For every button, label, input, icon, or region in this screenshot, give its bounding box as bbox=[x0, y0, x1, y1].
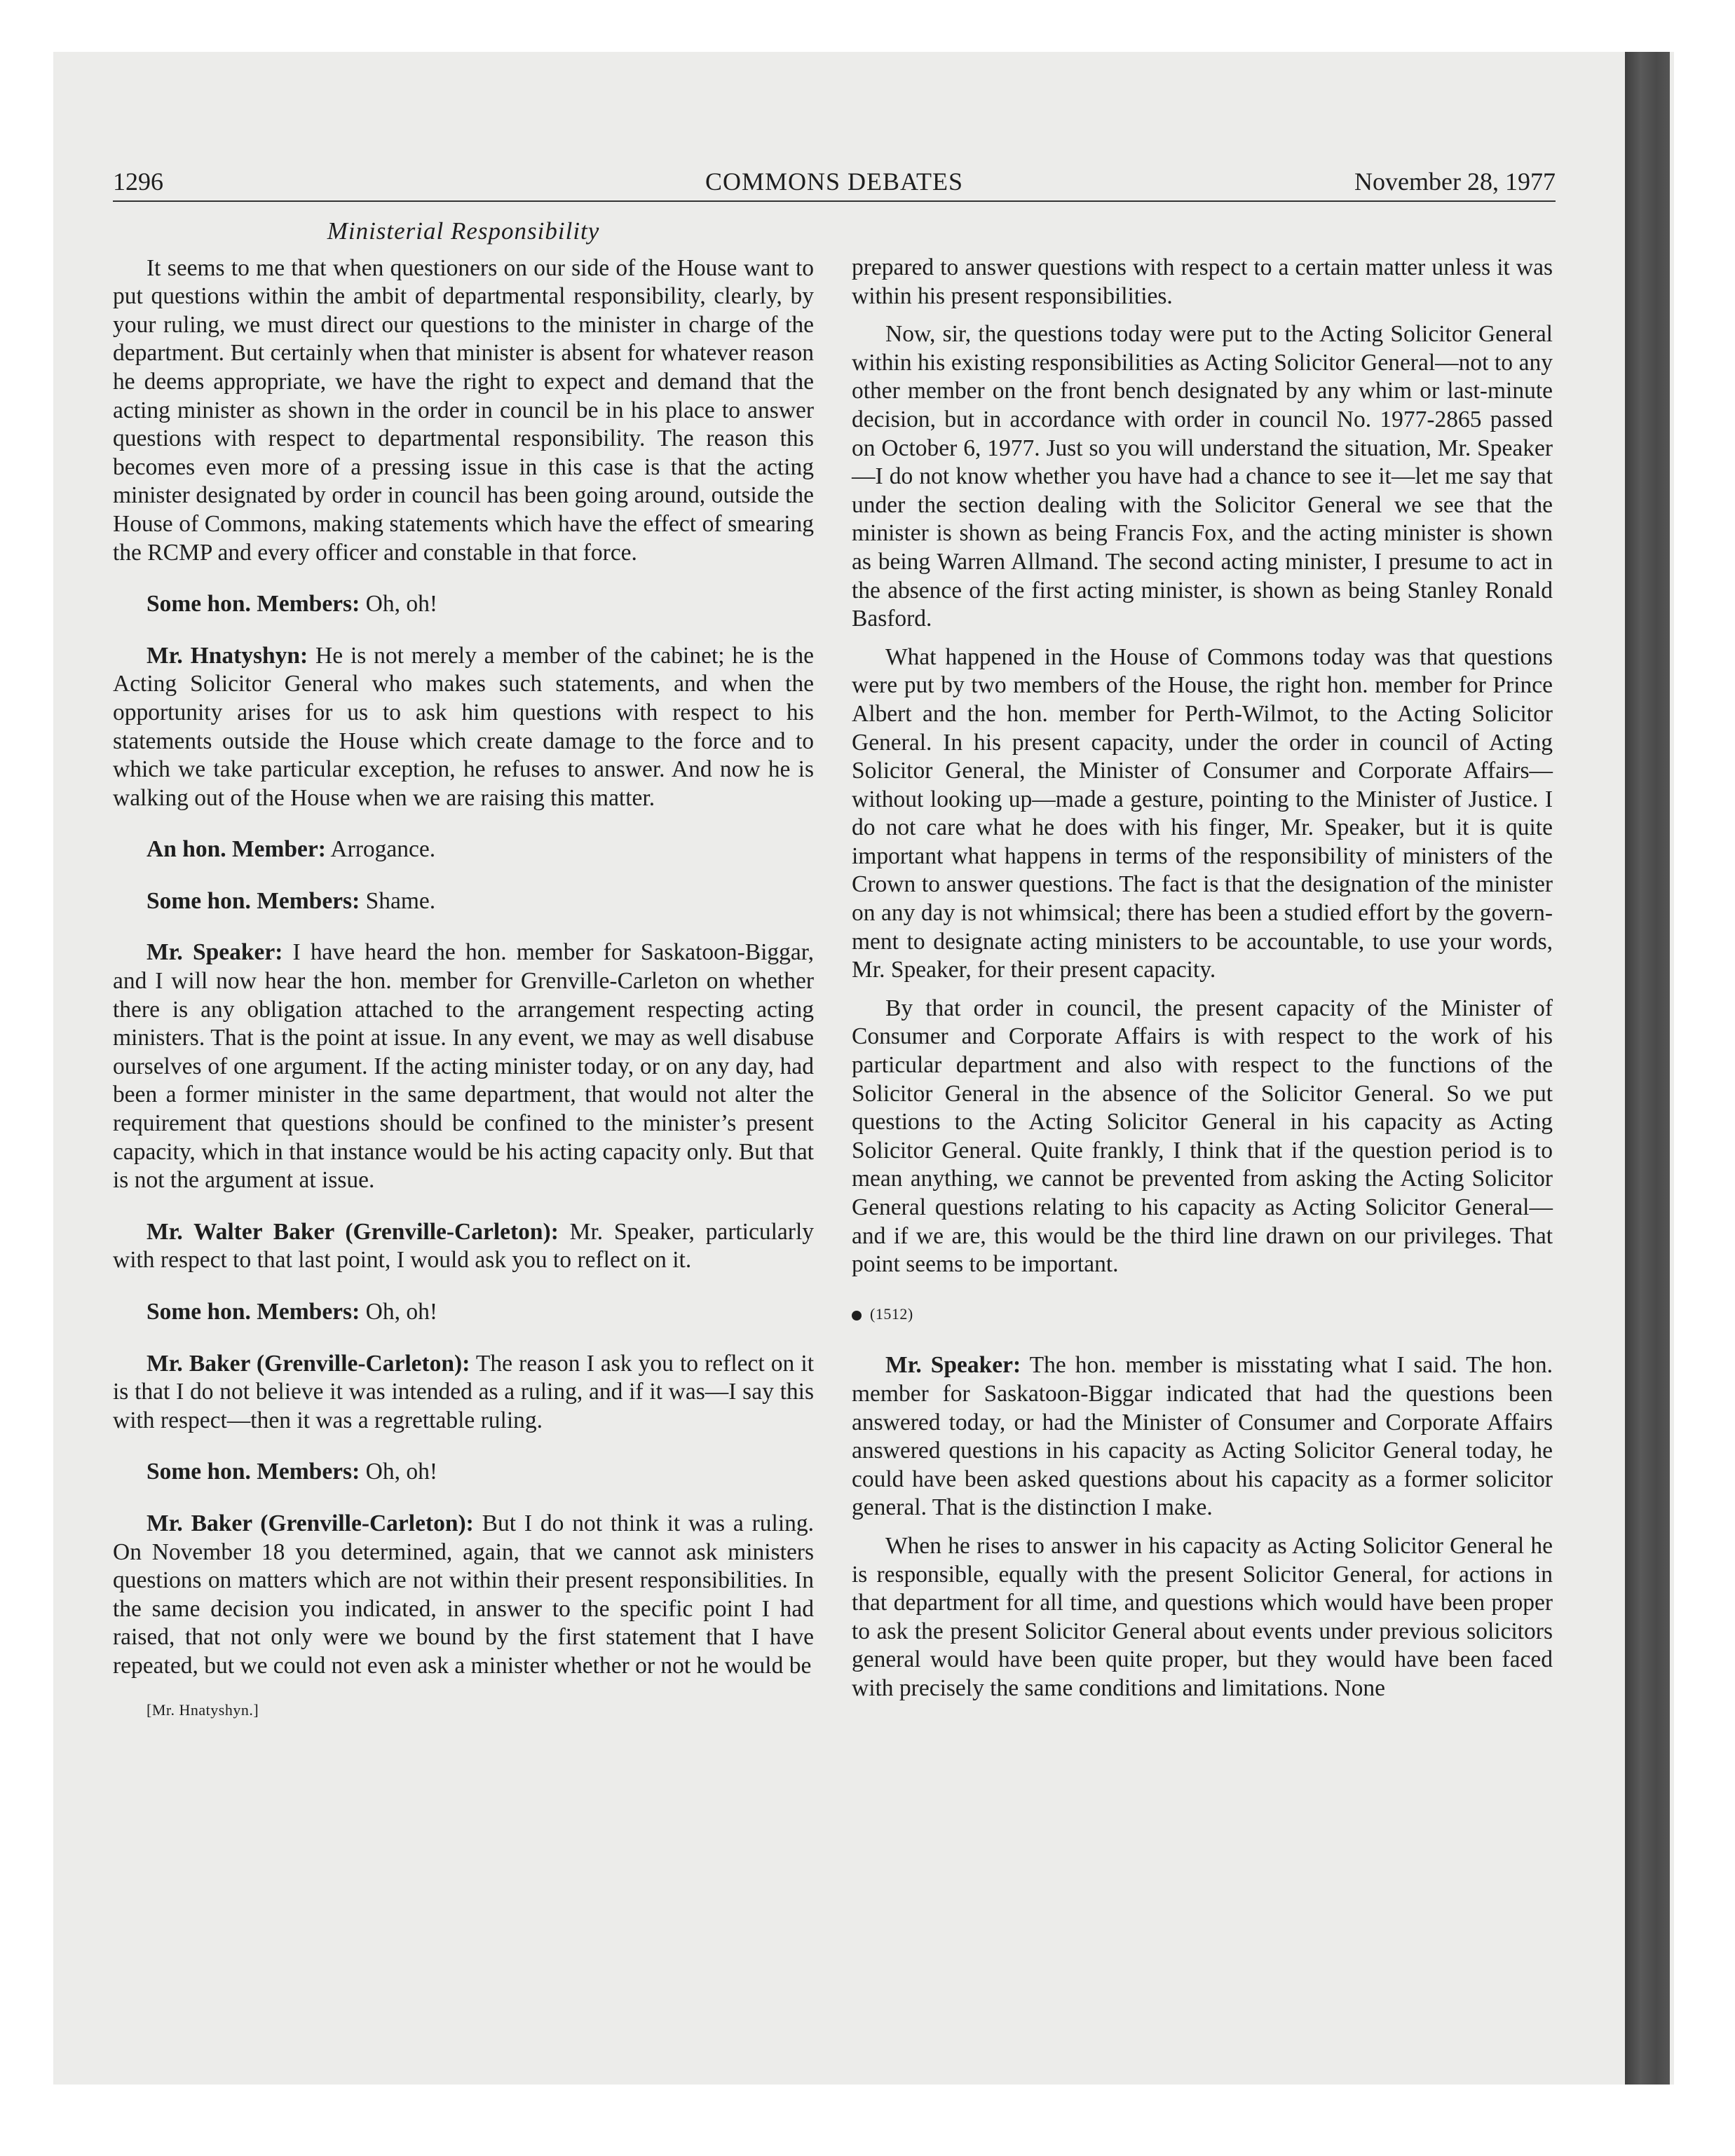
page-edge-shadow bbox=[1625, 52, 1670, 2085]
publication-title: COMMONS DEBATES bbox=[705, 168, 964, 196]
speaker-name: Mr. Hnatyshyn: bbox=[147, 642, 308, 669]
speech-text: I have heard the hon. member for Saskatoon-Biggar, and I will now hear the hon. member for Grenville-Carleton on whether there is any obligation attached to the arrangement respecting acting ministers. That is the point at issue. In any event, we may as well disabuse ourselves of one argument. If the acting minister today, or on any day, had been a former minister in the same department, that would not alter the requirement that questions should be confined to the minister’s present capacity, which in that instance would be his acting capacity only. But that is not the argument at issue. bbox=[113, 939, 814, 1194]
speaker-name: Mr. Baker (Grenville-Carleton): bbox=[147, 1350, 470, 1377]
speech bbox=[113, 1218, 814, 1275]
speech bbox=[113, 1298, 814, 1327]
paragraph: prepared to answer questions with respect to a certain matter unless it was within his present responsibilities. bbox=[852, 254, 1553, 309]
right-column bbox=[852, 254, 1553, 1703]
speaker-name: Mr. Speaker: bbox=[885, 1352, 1021, 1379]
speech-text: The hon. member is misstating what I said. The hon. member for Saskatoon-Biggar indicated that had the questions been answered today, or had the Minister of Consumer and Corporate Affairs answered questions in his capacity as Acting Solicitor General today, he could have been asked questions about his capacity as a former solicitor general. That is the distinction I make. bbox=[852, 1352, 1553, 1521]
section-title: Ministerial Responsibility bbox=[327, 217, 600, 245]
speaker-name: Mr. Speaker: bbox=[147, 939, 283, 966]
time-marker-text: (1512) bbox=[870, 1304, 913, 1323]
left-column bbox=[113, 209, 814, 1724]
paragraph: What happened in the House of Commons today was that questions were put by two members of the House, the right hon. member for Prince Albert and the hon. member for Perth-Wilmot, to the Acting Solicitor General. In his present capacity, under the order in council of Acting Solicitor General, the Minister of Consumer and Corporate Affairs—without looking up—made a gesture, pointing to the Minister of Justice. I do not care what he does with his finger, Mr. Speaker, but it is quite important what happens in terms of the responsibility of ministers of the Crown to answer questions. The fact is that the designation of the minister on any day is not whimsical; there has been a studied effort by the government to designate acting ministers to be accountable, to use your words, Mr. Speaker, for their present capacity. bbox=[852, 643, 1553, 983]
speech bbox=[113, 835, 814, 864]
speech bbox=[852, 1351, 1553, 1522]
speaker-attribution: [Mr. Hnatyshyn.] bbox=[147, 1700, 259, 1719]
speech bbox=[113, 1458, 814, 1487]
paragraph: When he rises to answer in his capacity as Acting Solicitor General he is responsible, equally with the present Solicitor General, for actions in that department for all time, and questions which would have been proper to ask the present Solicitor General about events under previous solicitors general would have been quite proper, but they would have been faced with precisely the same conditions and limitations. None bbox=[852, 1532, 1553, 1701]
speech-text: Shame. bbox=[365, 887, 436, 914]
page-number: 1296 bbox=[113, 168, 163, 196]
paragraph: By that order in council, the present capacity of the Minister of Consumer and Corporate Affairs is with respect to the work of his particular department and also with respect to the functions of the Solicitor General in the absence of the Solicitor General. So we put questions to the Acting Solicitor General in his capacity as Acting Solicitor General. Quite frankly, I think that if the question period is to mean anything, we cannot be prevented from asking the Acting Solicitor General questions relating to his capacity as Acting Solicitor General—and if we are, this would be the third line drawn on our privileges. That point seems to be important. bbox=[852, 995, 1553, 1278]
page-header bbox=[113, 163, 1556, 202]
speech bbox=[113, 1510, 814, 1681]
speaker-name: Some hon. Members: bbox=[147, 887, 360, 914]
speech bbox=[113, 939, 814, 1194]
bullet-icon bbox=[852, 1311, 862, 1321]
speech-text: The reason I ask you to reflect on it is that I do not believe it was intended as a ruling, and if it was—I say this with respect—then it was a regrettable ruling. bbox=[113, 1350, 814, 1433]
speaker-name: Mr. Baker (Grenville-Carleton): bbox=[147, 1510, 474, 1536]
publication-date: November 28, 1977 bbox=[1354, 168, 1556, 196]
speech-text: Arrogance. bbox=[330, 836, 436, 863]
speech-text: But I do not think it was a ruling. On November 18 you determined, again, that we cannot ask ministers questions on matters which are not within their present responsibilities. In the same decision you indicated, in answer to the specific point I had raised, that not only were we bound by the first statement that I have repeated, but we could not even ask a minister whether or not he would be bbox=[113, 1510, 815, 1679]
speech-text: Mr. Speaker, particularly with respect to that last point, I would ask you to reflect on it. bbox=[113, 1218, 814, 1274]
paragraph: Now, sir, the questions today were put to the Acting Solicitor General within his existing responsibilities as Acting Solicitor General—not to any other member on the front bench designated by any whim or last-minute decision, but in accordance with order in council No. 1977-2865 passed on October 6, 1977. Just so you will understand the situation, Mr. Speaker—I do not know whether you have had a chance to see it—let me say that under the section dealing with the Solicitor General we see that the minister is shown as being Francis Fox, and the acting minister is shown as being Warren Allmand. The second acting minister, I presume to act in the absence of the first acting minister, is shown as being Stanley Ronald Basford. bbox=[852, 321, 1553, 632]
time-marker bbox=[852, 1300, 1553, 1329]
header-rule bbox=[113, 200, 1556, 202]
paragraph: It seems to me that when questioners on our side of the House want to put questions within the ambit of departmental responsibility, clearly, by your ruling, we must direct our questions to the minister in charge of the department. But certainly when that minister is absent for whatever reason he deems appropriate, we have the right to expect and demand that the acting minister as shown in the order in council be in his place to answer questions with respect to departmental responsibility. The reason this becomes even more of a pressing issue in this case is that the acting minister designated by order in council has been going around, outside the House of Commons, making statements which have the effect of smearing the RCMP and every officer and constable in that force. bbox=[113, 254, 814, 566]
speech-text: Oh, oh! bbox=[365, 1459, 437, 1485]
speaker-name: An hon. Member: bbox=[147, 836, 326, 863]
speech-text: Oh, oh! bbox=[365, 591, 437, 618]
speech bbox=[113, 1350, 814, 1435]
speaker-name: Some hon. Members: bbox=[147, 1459, 360, 1485]
speaker-name: Some hon. Members: bbox=[147, 1299, 360, 1325]
speech-text: Oh, oh! bbox=[365, 1299, 437, 1325]
speech-text: He is not merely a member of the cabinet; he is the Acting Solicitor General who makes such statements, and when the opportunity arises for us to ask him questions with respect to his statements outside the House which create damage to the force and to which we take particular exception, he refuses to answer. And now he is walking out of the House when we are raising this matter. bbox=[113, 642, 814, 811]
speech bbox=[113, 642, 814, 813]
speech bbox=[113, 590, 814, 619]
speech bbox=[113, 887, 814, 916]
speaker-name: Mr. Walter Baker (Grenville-Carleton): bbox=[147, 1218, 559, 1245]
speaker-name: Some hon. Members: bbox=[147, 591, 360, 618]
